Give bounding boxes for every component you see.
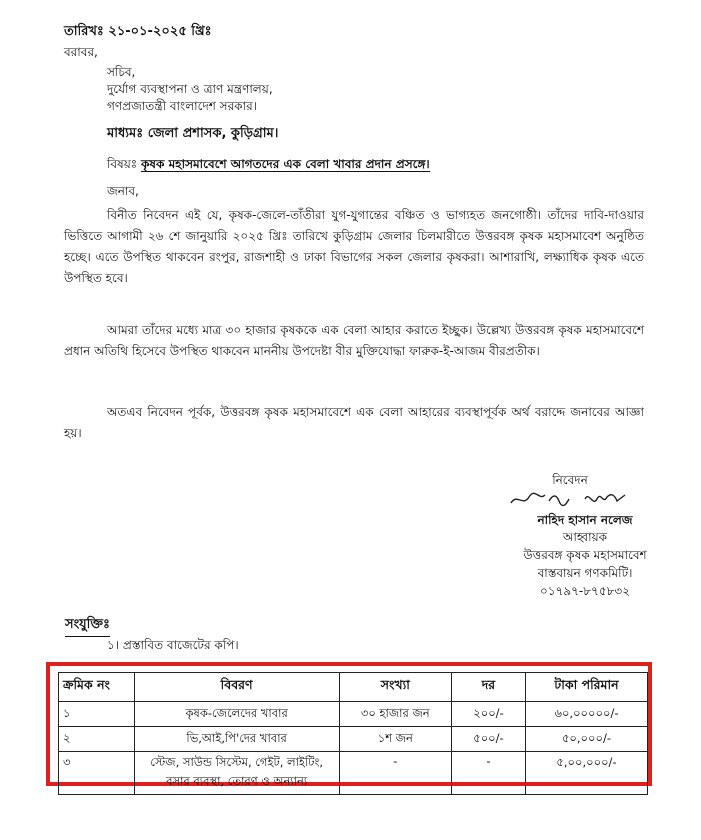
paragraph-3-text: অতএব নিবেদন পূর্বক, উত্তরবঙ্গ কৃষক মহাসমাবেশে এক বেলা আহারের ব্যবস্থাপূর্বক অর্থ বরাদ্দে জনাবের আজ্ঞা হয়। <box>64 405 644 440</box>
attachment-item: ১। প্রস্তাবিত বাজেটের কপি। <box>107 638 239 652</box>
recipient-line-2: দুর্যোগ ব্যবস্থাপনা ও ত্রাণ মন্ত্রণালয়, <box>107 82 273 96</box>
cell-quantity: ৩০ হাজার জন <box>339 702 451 727</box>
table-row <box>59 727 648 752</box>
sender-org-1: উত্তরবঙ্গ কৃষক মহাসমাবেশ <box>523 548 647 562</box>
subject-line <box>107 156 430 176</box>
cell-amount: ৬০,০০০০০/- <box>525 702 647 727</box>
paragraph-2-text: আমরা তাঁদের মধ্যে মাত্র ৩০ হাজার কৃষককে এক বেলা আহার করাতে ইচ্ছুক। উল্লেখ্য উত্তরবঙ্গ কৃষক মহাসমাবেশে প্রধান অতিথি হিসেবে উপস্থিত থাকবেন মাননীয় উপদেষ্টা বীর মুক্তিযোদ্ধা ফারুক-ই-আজম বীরপ্রতীক। <box>64 323 644 358</box>
via-line: মাধ্যমঃ জেলা প্রশাসক, কুড়িগ্রাম। <box>107 126 279 141</box>
date-line: তারিখঃ ২১-০১-২০২৫ খ্রিঃ <box>64 24 212 39</box>
paragraph-2 <box>64 320 644 362</box>
table-row <box>59 752 648 795</box>
cell-serial: ৩ <box>59 752 135 795</box>
header-amount: টাকা পরিমান <box>525 673 647 702</box>
cell-serial: ১ <box>59 702 135 727</box>
cell-rate: - <box>451 752 525 795</box>
paragraph-3 <box>64 402 644 444</box>
salutation: জনাব, <box>107 184 139 198</box>
paragraph-1-text: বিনীত নিবেদন এই যে, কৃষক-জেলে-তাঁতীরা যুগ-যুগান্তের বঞ্চিত ও ভাগ্যহত জনগোষ্ঠী। তাঁদের দাবি-দাওয়ার ভিত্তিতে আগামী ২৬ শে জানুয়ারি ২০২৫ খ্রিঃ তারিখে কুড়িগ্রাম জেলার চিলমারীতে উত্তরবঙ্গ কৃষক মহাসমাবেশ অনুষ্ঠিত হচ্ছে। এতে উপস্থিত থাকবেন রংপুর, রাজশাহী ও ঢাকা বিভাগের সকল জেলার কৃষকরা। আশারাখি, লক্ষ্যাধিক কৃষক এতে উপস্থিত হবে। <box>64 208 644 285</box>
subject-label: বিষয়ঃ <box>107 157 138 171</box>
table-header-row <box>59 673 648 702</box>
sender-org-2: বাস্তবায়ন গণকমিটি। <box>537 566 633 580</box>
sender-title: আহ্বায়ক <box>562 530 608 544</box>
header-quantity: সংখ্যা <box>339 673 451 702</box>
cell-description: কৃষক-জেলেদের খাবার <box>134 702 339 727</box>
cell-quantity: ১শ জন <box>339 727 451 752</box>
subject-text: কৃষক মহাসমাবেশে আগতদের এক বেলা খাবার প্রদান প্রসঙ্গে। <box>141 157 430 171</box>
cell-quantity: - <box>339 752 451 795</box>
cell-rate: ৫০০/- <box>451 727 525 752</box>
table-row <box>59 702 648 727</box>
recipient-line-3: গণপ্রজাতন্ত্রী বাংলাদেশ সরকার। <box>107 99 257 113</box>
header-description: বিবরণ <box>134 673 339 702</box>
cell-description: স্টেজ, সাউন্ড সিস্টেম, গেইট, লাইটিং, বসার ব্যবস্থা, তোরণ ও অন্যান্য <box>134 752 339 795</box>
header-rate: দর <box>451 673 525 702</box>
cell-rate: ২০০/- <box>451 702 525 727</box>
cell-amount: ৫০,০০০/- <box>525 727 647 752</box>
sender-name: নাহিদ হাসান নলেজ <box>537 513 633 527</box>
to-label: বরাবর, <box>64 45 98 59</box>
budget-table <box>58 672 648 795</box>
cell-description: ভি,আই,পি'দের খাবার <box>134 727 339 752</box>
attachment-label: সংযুক্তিঃ <box>65 615 110 637</box>
recipient-line-1: সচিব, <box>107 65 136 79</box>
header-serial: ক্রমিক নং <box>59 673 135 702</box>
paragraph-1 <box>64 205 644 289</box>
closing-word: নিবেদন <box>552 473 588 487</box>
sender-phone: ০১৭৯৭-৮৭৫৮৩২ <box>539 584 631 598</box>
handwritten-signature <box>505 487 645 509</box>
cell-amount: ৫,০০,০০০/- <box>525 752 647 795</box>
cell-serial: ২ <box>59 727 135 752</box>
